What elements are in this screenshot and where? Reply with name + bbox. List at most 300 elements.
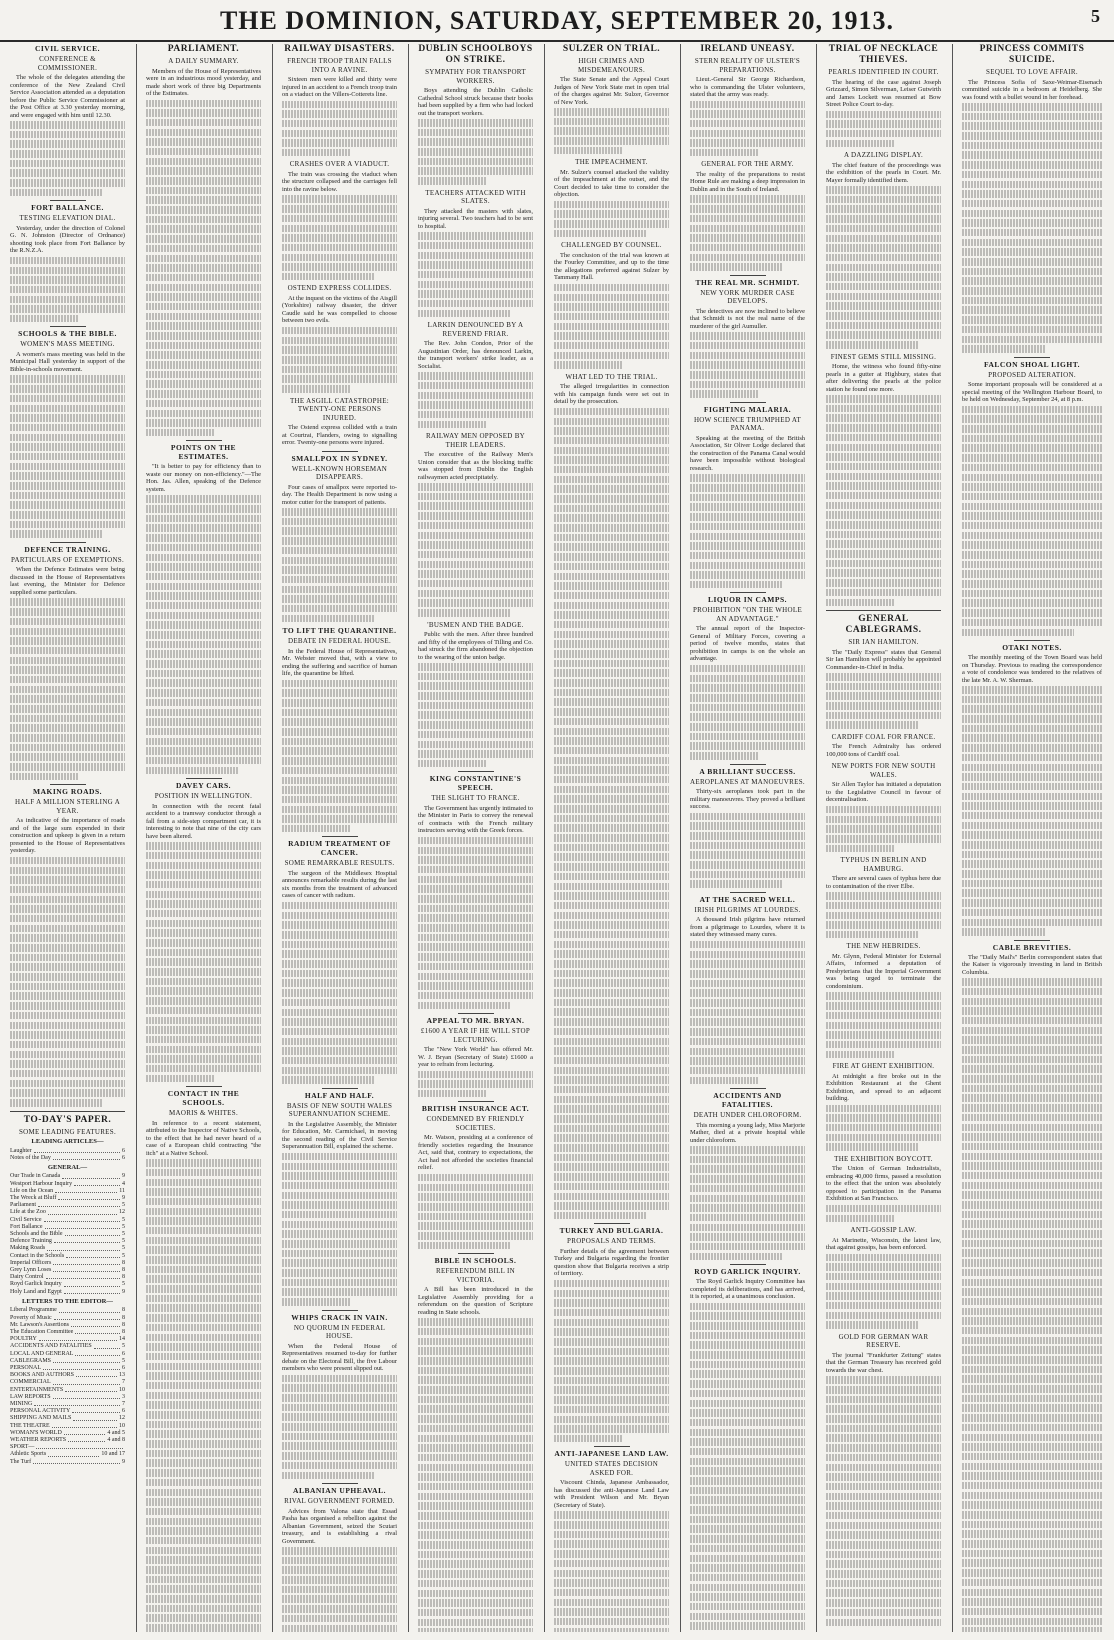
feature-label: Westport Harbour Inquiry — [10, 1180, 73, 1187]
article-teachers-slates — [418, 189, 533, 318]
article-subhead: CARDIFF COAL FOR FRANCE. — [831, 732, 936, 741]
article-smallpox — [282, 454, 397, 623]
article-body: The "Daily Mail's" Berlin correspondent states that the Kaiser is vigorously investing in land in British Columbia. — [962, 953, 1102, 976]
article-body: In reference to a recent statement, attributed to the Inspector of Native Schools, to the effect that he had never heard of a case of a European child contracting "the itch" at a Native School. — [146, 1119, 261, 1157]
feature-label: PERSONAL — [10, 1364, 42, 1371]
feature-page: 8 — [122, 1267, 125, 1274]
feature-label: Life on the Ocean — [10, 1187, 54, 1194]
article-subhead: TEACHERS ATTACKED WITH SLATES. — [425, 188, 526, 206]
article-body: The Princess Sofia of Saxe-Weimar-Eisenach committed suicide in a bedroom at Heidelberg. She was found with a bullet wound in her forehead. — [962, 78, 1102, 101]
article-body: When the Defence Estimates were being discussed in the House of Representatives last evening, the Minister for Defence supplied some particulars. — [10, 566, 125, 596]
article-body: At the inquest on the victims of the Aisgill (Yorkshire) railway disaster, the driver Caudle said he was compelled to choose between two evils. — [282, 294, 397, 325]
article-body: They attacked the masters with slates, injuring several. Two teachers had to be sent to hospital. — [418, 207, 533, 230]
article-general-army — [690, 160, 805, 270]
article-railway-disasters — [282, 44, 397, 156]
feature-label: MINING — [10, 1401, 33, 1407]
article-body: Boys attending the Dublin Catholic Cathedral School struck because their books had been supplied by a firm who had locked out the transport workers. — [418, 87, 533, 117]
feature-label: POULTRY — [10, 1336, 37, 1343]
feature-label: SPORT— — [10, 1444, 35, 1451]
article-headline: MAKING ROADS. — [32, 787, 102, 797]
column-rule — [272, 44, 273, 1632]
feature-section-title: LETTERS TO THE EDITOR— — [22, 1297, 113, 1305]
article-headline: ALBANIAN UPHEAVAL. — [293, 1486, 386, 1495]
article-royd-garlick — [690, 1267, 805, 1632]
feature-item — [10, 1155, 125, 1162]
article-subhead: CONFERENCE & COMMISSIONER. — [37, 55, 98, 72]
feature-item — [10, 1451, 125, 1458]
column-6 — [690, 44, 805, 1632]
feature-label: Royd Garlick Inquiry — [10, 1281, 62, 1288]
feature-item — [10, 1387, 125, 1394]
article-headline: ROYD GARLICK INQUIRY. — [694, 1267, 801, 1277]
article-body: The annual report of the Inspector-General of Military Forces, covering a period of twelve months, states that prohibition in camps is on the whole an advantage. — [690, 625, 805, 663]
column-5 — [554, 44, 669, 1632]
article-body: Lieut.-General Sir George Richardson, who is commanding the Ulster volunteers, stated that the army was ready. — [690, 76, 805, 98]
feature-item — [10, 1358, 125, 1365]
feature-item — [10, 1437, 125, 1444]
article-accidents — [690, 1091, 805, 1260]
article-body: The Rev. John Condon, Prior of the Augustinian Order, has denounced Larkin, the transport workers' strike leader, as a Socialist. — [418, 340, 533, 370]
masthead — [0, 0, 1114, 42]
feature-item — [10, 1260, 125, 1267]
article-body: At midnight a fire broke out in the Exhibition Restaurant at the Ghent Exhibition, and spread to an adjacent building. — [826, 1072, 941, 1103]
feature-label: Imperial Officers — [10, 1259, 52, 1266]
feature-item — [10, 1336, 125, 1343]
article-headline: APPEAL TO MR. BRYAN. — [426, 1016, 525, 1026]
article-subhead: UNITED STATES DECISION ASKED FOR. — [564, 1460, 659, 1477]
article-headline: ANTI-JAPANESE LAND LAW. — [554, 1449, 669, 1459]
feature-page: 9 — [122, 1195, 125, 1202]
feature-label: The Wreck at Bluff — [10, 1195, 57, 1202]
feature-page: 12 — [119, 1415, 125, 1422]
feature-page: 5 — [122, 1343, 125, 1350]
article-davey-cars — [146, 781, 261, 1082]
feature-label: CABLEGRAMS — [10, 1357, 52, 1364]
article-body: Viscount Chinda, Japanese Ambassador, has discussed the anti-Japanese Land Law with President Wilson and Mr. Bryan (Secretary of State). — [554, 1479, 669, 1509]
feature-item — [10, 1217, 125, 1224]
column-rule — [680, 44, 681, 1632]
article-body: The hearing of the case against Joseph Grizzard, Simon Silverman, Leiser Gutwirth and James Lockett was resumed at Bow Street Police Court to-day. — [826, 78, 941, 108]
article-body: Home, the witness who found fifty-nine pearls in a gutter at Highbury, states that after delivering the pearls at the police station he found one more. — [826, 363, 941, 393]
article-finest-gems — [826, 353, 941, 606]
article-sulzer — [554, 44, 669, 154]
article-subhead: £1600 A YEAR IF HE WILL STOP LECTURING. — [420, 1027, 531, 1044]
feature-item — [10, 1224, 125, 1231]
article-subhead: FRENCH TROOP TRAIN FALLS INTO A RAVINE. — [287, 57, 392, 74]
article-cable-brevities — [962, 943, 1102, 1632]
article-body: The detectives are now inclined to believe that Schmidt is not the real name of the murderer of the girl Aumuller. — [690, 307, 805, 330]
article-subhead: WHAT LED TO THE TRIAL. — [565, 372, 658, 381]
article-railway-men — [418, 432, 533, 616]
article-subhead: FIRE AT GHENT EXHIBITION. — [832, 1062, 935, 1071]
feature-label: Defence Training — [10, 1238, 52, 1245]
article-impeachment — [554, 158, 669, 237]
article-subhead: THE SLIGHT TO FRANCE. — [431, 794, 520, 803]
feature-page: 8 — [122, 1321, 125, 1328]
article-body: Sir Allen Taylor has initiated a deputation to the Legislative Council in favour of decentralisation. — [826, 781, 941, 804]
feature-label: Liberal Programme — [10, 1307, 57, 1314]
article-subhead: HOW SCIENCE TRIUMPHED AT PANAMA. — [693, 415, 802, 433]
article-headline: IRELAND UNEASY. — [700, 44, 795, 54]
article-body: There are several cases of typhus here due to contamination of the river Elbe. — [826, 875, 941, 890]
article-ghent-fire — [826, 1062, 941, 1151]
article-mr-schmidt — [690, 278, 805, 398]
feature-label: Schools and the Bible — [10, 1231, 63, 1238]
article-subhead: GENERAL FOR THE ARMY. — [701, 160, 794, 169]
article-headline: POINTS ON THE ESTIMATES. — [170, 443, 237, 462]
feature-label: Parliament — [10, 1202, 36, 1209]
article-schools-bible — [10, 329, 125, 538]
article-subhead: CRASHES OVER A VIADUCT. — [289, 160, 390, 169]
article-headline: SCHOOLS & THE BIBLE. — [18, 329, 117, 339]
article-ostend-express — [282, 284, 397, 392]
feature-label: Fort Ballance — [10, 1223, 43, 1230]
article-what-led — [554, 373, 669, 1220]
article-body: Further details of the agreement between Turkey and Bulgaria regarding the frontier question show that Bulgaria receives a strip of territory. — [554, 1247, 669, 1278]
article-subhead: A DAZZLING DISPLAY. — [843, 151, 923, 160]
index-headline: TO-DAY'S PAPER. — [23, 1114, 112, 1125]
article-subhead: SEQUEL TO LOVE AFFAIR. — [986, 68, 1078, 76]
feature-page: 5 — [122, 1281, 125, 1288]
article-subhead: CONDEMNED BY FRIENDLY SOCIETIES. — [426, 1115, 525, 1132]
article-malaria — [690, 405, 805, 589]
article-otaki-notes — [962, 643, 1102, 936]
article-headline: BIBLE IN SCHOOLS. — [434, 1256, 517, 1266]
article-busmen — [418, 621, 533, 768]
feature-page: 14 — [119, 1336, 125, 1343]
feature-label: COMMERCIAL — [10, 1379, 51, 1386]
article-anti-gossip — [826, 1226, 941, 1329]
article-subhead: THE IMPEACHMENT. — [575, 158, 648, 167]
feature-item — [10, 1459, 125, 1466]
feature-page: 5 — [122, 1216, 125, 1223]
article-civil-service — [10, 44, 125, 196]
article-subhead: LARKIN DENOUNCED BY A REVEREND FRIAR. — [427, 321, 524, 338]
article-subhead: RIVAL GOVERNMENT FORMED. — [284, 1497, 395, 1505]
article-body: Thirty-six aeroplanes took part in the military manoeuvres. They proved a brilliant success. — [690, 788, 805, 811]
article-dublin-schoolboys — [418, 44, 533, 185]
column-8 — [962, 44, 1102, 1632]
article-body: A women's mass meeting was held in the Municipal Hall yesterday in support of the Bible-in-schools movement. — [10, 350, 125, 373]
article-new-hebrides — [826, 942, 941, 1058]
article-subhead: PEARLS IDENTIFIED IN COURT. — [828, 68, 939, 76]
feature-item — [10, 1188, 125, 1195]
feature-label: Grey Lynn Loses — [10, 1267, 52, 1274]
article-body: The alleged irregularities in connection with his campaign funds were set out in detail by the prosecution. — [554, 383, 669, 406]
article-body: A thousand Irish pilgrims have returned from a pilgrimage to Lourdes, where it is stated they witnessed many cures. — [690, 916, 805, 939]
feature-page: 10 — [119, 1386, 125, 1393]
article-necklace-thieves — [826, 44, 941, 147]
article-defence-training — [10, 545, 125, 780]
article-liquor-camps — [690, 595, 805, 759]
article-headline: KING CONSTANTINE'S SPEECH. — [429, 774, 522, 793]
article-body: Public with the men. After three hundred and fifty of the employees of Tilling and Co. had struck the firm abandoned the objection to the wearing of the union badge. — [418, 631, 533, 661]
article-subhead: PROPOSALS AND TERMS. — [567, 1237, 656, 1246]
article-headline: FALCON SHOAL LIGHT. — [983, 359, 1081, 369]
article-body: The train was crossing the viaduct when the structure collapsed and the carriages fell into the ravine below. — [282, 170, 397, 193]
article-subhead: HIGH CRIMES AND MISDEMEANOURS. — [577, 57, 645, 74]
article-body: The monthly meeting of the Town Board was held on Thursday. Previous to reading the correspondence a vote of condolence was tendered to the relatives of the late Mr. A. W. Sherman. — [962, 654, 1102, 684]
feature-page: 8 — [122, 1259, 125, 1266]
article-subhead: NEW YORK MURDER CASE DEVELOPS. — [700, 288, 795, 306]
feature-label: Athletic Sports — [10, 1451, 47, 1458]
feature-item — [10, 1329, 125, 1336]
feature-label: ENTERTAINMENTS — [10, 1386, 64, 1393]
feature-item — [10, 1343, 125, 1350]
article-subhead: 'BUSMEN AND THE BADGE. — [427, 620, 524, 629]
article-headline: TURKEY AND BULGARIA. — [559, 1226, 664, 1236]
article-asgill — [282, 397, 397, 447]
article-body: Four cases of smallpox were reported to-day. The Health Department is now using a motor cutter for the transport of patients. — [282, 483, 397, 506]
feature-item — [10, 1195, 125, 1202]
article-body: The Ostend express collided with a train at Courtrai, Flanders, owing to signalling error. Twenty-one persons were injured. — [282, 424, 397, 447]
article-headline: LIQUOR IN CAMPS. — [707, 595, 788, 605]
feature-label: WEATHER REPORTS — [10, 1437, 67, 1444]
article-subhead: ANTI-GOSSIP LAW. — [850, 1226, 917, 1234]
article-body: The journal "Frankfurter Zeitung" states that the German Treasury has received gold towards the war chest. — [826, 1351, 941, 1374]
feature-page: 6 — [122, 1408, 125, 1415]
article-headline: RADIUM TREATMENT OF CANCER. — [288, 839, 391, 858]
feature-label: Laughter — [10, 1147, 32, 1154]
feature-page: 10 and 17 — [101, 1451, 125, 1458]
article-subhead: WOMEN'S MASS MEETING. — [20, 340, 115, 349]
article-challenged — [554, 241, 669, 369]
article-headline: CONTACT IN THE SCHOOLS. — [167, 1089, 240, 1108]
feature-label: Poverty of Music — [10, 1314, 52, 1321]
article-insurance-act — [418, 1104, 533, 1249]
article-body: Advices from Valona state that Essad Pasha has organised a rebellion against the Albanian Government, seized the Scutari treasury, and is establishing a rival Government. — [282, 1507, 397, 1545]
feature-item — [10, 1379, 125, 1386]
article-body: In the Federal House of Representatives, Mr. Webster moved that, with a view to ending the suffering and sacrifice of human life, the quarantine be lifted. — [282, 647, 397, 678]
feature-page: 9 — [122, 1458, 125, 1465]
article-making-roads — [10, 787, 125, 1106]
feature-item — [10, 1408, 125, 1415]
feature-item — [10, 1289, 125, 1296]
feature-label: Life at the Zoo — [10, 1209, 46, 1216]
article-headline: TO LIFT THE QUARANTINE. — [282, 626, 397, 636]
column-rule — [952, 44, 953, 1632]
article-subhead: PROPOSED ALTERATION. — [988, 370, 1076, 379]
article-subhead: AEROPLANES AT MANOEUVRES. — [690, 777, 805, 786]
article-typhus — [826, 856, 941, 938]
article-quarantine — [282, 626, 397, 832]
article-body: The "New York World" has offered Mr. W. J. Bryan (Secretary of State) £1600 a year to refrain from lecturing. — [418, 1046, 533, 1069]
feature-page: 5 — [122, 1231, 125, 1238]
article-subhead: BASIS OF NEW SOUTH WALES SUPERANNUATION SCHEME. — [286, 1101, 393, 1119]
feature-item — [10, 1238, 125, 1245]
feature-page: 7 — [122, 1401, 125, 1407]
feature-page: 9 — [122, 1288, 125, 1295]
feature-item — [10, 1444, 125, 1451]
feature-label: ACCIDENTS AND FATALITIES — [10, 1343, 92, 1350]
feature-label: Making Roads — [10, 1245, 46, 1252]
article-subhead: HALF A MILLION STERLING A YEAR. — [14, 798, 121, 815]
feature-page: 4 and 5 — [107, 1429, 125, 1436]
article-subhead: SIR IAN HAMILTON. — [848, 638, 919, 646]
feature-item — [10, 1315, 125, 1322]
article-body: Mr. Sulzer's counsel attacked the validity of the impeachment at the outset, and the Court decided to take time to consider the objection. — [554, 168, 669, 199]
article-whips — [282, 1313, 397, 1479]
feature-page: 11 — [119, 1187, 125, 1194]
feature-item — [10, 1274, 125, 1281]
article-subhead: NO QUORUM IN FEDERAL HOUSE. — [293, 1323, 386, 1341]
article-body: This morning a young lady, Miss Marjorie Mather, died at a private hospital while under chloroform. — [690, 1121, 805, 1144]
article-headline: SULZER ON TRIAL. — [562, 44, 661, 54]
feature-item — [10, 1267, 125, 1274]
article-headline: TRIAL OF NECKLACE THIEVES. — [828, 44, 939, 65]
feature-label: Dairy Control — [10, 1274, 44, 1281]
feature-label: BOOKS AND AUTHORS — [10, 1372, 75, 1379]
article-body: The French Admiralty has ordered 100,000 tons of Cardiff coal. — [826, 743, 941, 758]
feature-page: 4 — [122, 1180, 125, 1187]
article-subhead: MAORIS & WHITES. — [168, 1109, 239, 1118]
feature-page: 6 — [122, 1154, 125, 1161]
page-number: 5 — [1091, 6, 1100, 26]
article-headline: BRITISH INSURANCE ACT. — [421, 1104, 530, 1114]
article-subhead: REFERENDUM BILL IN VICTORIA. — [435, 1267, 516, 1284]
article-larkin — [418, 321, 533, 428]
article-king-constantine — [418, 774, 533, 1009]
feature-section-title: GENERAL— — [47, 1163, 88, 1171]
article-subhead: GOLD FOR GERMAN WAR RESERVE. — [838, 1332, 929, 1350]
feature-page: 5 — [122, 1223, 125, 1230]
article-headline: CIVIL SERVICE. — [34, 44, 101, 53]
feature-page: 12 — [119, 1209, 125, 1216]
article-body: In the Legislative Assembly, the Minister for Education, Mr. Carmichael, in moving the second reading of the Civil Service Superannuation Bill, explained the scheme. — [282, 1120, 397, 1151]
feature-section-title: LEADING ARTICLES— — [31, 1138, 104, 1145]
article-subhead: POSITION IN WELLINGTON. — [154, 792, 253, 801]
article-body: The whole of the delegates attending the conference of the New Zealand Civil Service Association attended as a deputation before the Public Service Commissioner at the Post Office at 3.30 yesterday morning, and were engaged with him until 12.30. — [10, 74, 125, 119]
article-half-and-half — [282, 1091, 397, 1306]
article-subhead: CHALLENGED BY COUNSEL. — [561, 241, 662, 250]
index-subhead: SOME LEADING FEATURES. — [18, 1127, 117, 1136]
article-body: The Union of German Industrialists, embracing 40,000 firms, passed a resolution to the effect that the union was absolutely opposed to participation in the Panama Exhibition at San Francisco. — [826, 1165, 941, 1203]
article-gold-war-reserve — [826, 1333, 941, 1626]
column-1 — [10, 44, 125, 1632]
article-fort-ballance — [10, 203, 125, 322]
feature-page: 8 — [122, 1314, 125, 1321]
article-headline: OTAKI NOTES. — [1002, 643, 1062, 652]
feature-label: LAW REPORTS — [10, 1393, 51, 1400]
feature-page: 5 — [122, 1202, 125, 1209]
article-headline: GENERAL CABLEGRAMS. — [845, 614, 922, 635]
todays-paper-index — [10, 1115, 125, 1466]
article-body: The "Daily Express" states that General Sir Ian Hamilton will probably be appointed Commander-in-Chief in India. — [826, 648, 941, 671]
article-headline: DUBLIN SCHOOLBOYS ON STRIKE. — [418, 44, 533, 65]
article-subhead: THE NEW HEBRIDES. — [846, 942, 921, 951]
article-subhead: STERN REALITY OF ULSTER'S PREPARATIONS. — [694, 57, 801, 74]
article-subhead: WELL-KNOWN HORSEMAN DISAPPEARS. — [291, 464, 388, 482]
article-subhead: SOME REMARKABLE RESULTS. — [284, 859, 395, 868]
feature-item — [10, 1322, 125, 1329]
article-headline: A BRILLIANT SUCCESS. — [699, 766, 796, 776]
feature-label: WOMAN'S WORLD — [10, 1429, 62, 1436]
feature-page: 3 — [122, 1393, 125, 1400]
feature-label: THE THEATRE — [10, 1422, 50, 1429]
feature-item — [10, 1245, 125, 1252]
feature-page: 9 — [122, 1173, 125, 1180]
article-viaduct — [282, 160, 397, 280]
feature-label: The Turf — [10, 1458, 32, 1465]
feature-label: The Education Committee — [10, 1328, 74, 1335]
article-falcon-shoal — [962, 360, 1102, 636]
column-rule — [544, 44, 545, 1632]
feature-item — [10, 1372, 125, 1379]
feature-item — [10, 1401, 125, 1408]
article-body: Mr. Watson, presiding at a conference of friendly societies regarding the Insurance Act, said that, contrary to expectations, the Act had not afforded the societies financial relief. — [418, 1134, 533, 1172]
article-brilliant-success — [690, 767, 805, 888]
column-3 — [282, 44, 397, 1632]
article-subhead: THE EXHIBITION BOYCOTT. — [834, 1154, 933, 1163]
feature-item — [10, 1351, 125, 1358]
feature-label: Mr. Lawson's Assertions — [10, 1321, 69, 1328]
feature-page: 5 — [122, 1238, 125, 1245]
article-subhead: DEATH UNDER CHLOROFORM. — [693, 1111, 802, 1120]
article-points-estimates — [146, 443, 261, 774]
article-contact-schools — [146, 1089, 261, 1632]
feature-item — [10, 1148, 125, 1155]
article-headline: DAVEY CARS. — [175, 781, 232, 791]
feature-item — [10, 1181, 125, 1188]
article-headline: CABLE BREVITIES. — [992, 942, 1072, 952]
article-cardiff-coal — [826, 733, 941, 759]
article-body: The chief feature of the proceedings was the exhibition of the pearls in Court. Mr. Mayer formally identified them. — [826, 161, 941, 184]
feature-page: 8 — [122, 1328, 125, 1335]
feature-page: 10 — [119, 1422, 125, 1429]
article-body: Members of the House of Representatives were in an industrious mood yesterday, and made short work of three big Departments of the Estimates. — [146, 67, 261, 97]
article-subhead: OSTEND EXPRESS COLLIDES. — [287, 284, 392, 293]
article-body: Speaking at the meeting of the British Association, Sir Oliver Lodge declared that the construction of the Panama Canal would have been impossible without biological research. — [690, 434, 805, 472]
article-subhead: RAILWAY MEN OPPOSED BY THEIR LEADERS. — [425, 432, 526, 449]
feature-item — [10, 1173, 125, 1180]
feature-item — [10, 1430, 125, 1437]
feature-item — [10, 1394, 125, 1401]
article-subhead: DEBATE IN FEDERAL HOUSE. — [288, 637, 391, 646]
column-rule — [408, 44, 409, 1632]
feature-item — [10, 1415, 125, 1422]
column-rule — [816, 44, 817, 1632]
article-dazzling-display — [826, 151, 941, 349]
article-body: Yesterday, under the direction of Colonel G. N. Johnston (Director of Ordnance) shooting took place from Fort Ballance by the R.N.Z.A. — [10, 224, 125, 255]
article-albanian — [282, 1486, 397, 1632]
feature-page: 8 — [122, 1307, 125, 1314]
article-headline: PRINCESS COMMITS SUICIDE. — [979, 44, 1085, 65]
article-subhead: NEW PORTS FOR NEW SOUTH WALES. — [831, 762, 936, 779]
masthead-title: THE DOMINION, SATURDAY, SEPTEMBER 20, 1913. — [219, 6, 895, 35]
article-ireland-uneasy — [690, 44, 805, 156]
column-rule — [136, 44, 137, 1632]
article-parliament — [146, 44, 261, 436]
feature-label: PERSONAL ACTIVITY — [10, 1408, 71, 1415]
feature-item — [10, 1281, 125, 1288]
feature-item — [10, 1253, 125, 1260]
feature-label: Civil Service — [10, 1216, 42, 1223]
feature-item — [10, 1307, 125, 1314]
article-subhead: TESTING ELEVATION DIAL. — [19, 214, 116, 223]
article-headline: PARLIAMENT. — [167, 44, 240, 54]
article-subhead: SYMPATHY FOR TRANSPORT WORKERS. — [425, 68, 526, 85]
article-headline: HALF AND HALF. — [304, 1090, 375, 1100]
article-headline: AT THE SACRED WELL. — [699, 894, 796, 904]
feature-page: 8 — [122, 1274, 125, 1281]
feature-page: 5 — [122, 1357, 125, 1364]
article-headline: SMALLPOX IN SYDNEY. — [291, 453, 388, 463]
article-body: As indicative of the importance of roads and of the large sum expended in their construction and upkeep is given in a return presented to the House of Representatives yesterday. — [10, 817, 125, 855]
article-subhead: TYPHUS IN BERLIN AND HAMBURG. — [840, 856, 927, 873]
article-subhead: A DAILY SUMMARY. — [168, 57, 239, 65]
feature-label: LOCAL AND GENERAL — [10, 1350, 74, 1357]
article-sacred-well — [690, 895, 805, 1084]
